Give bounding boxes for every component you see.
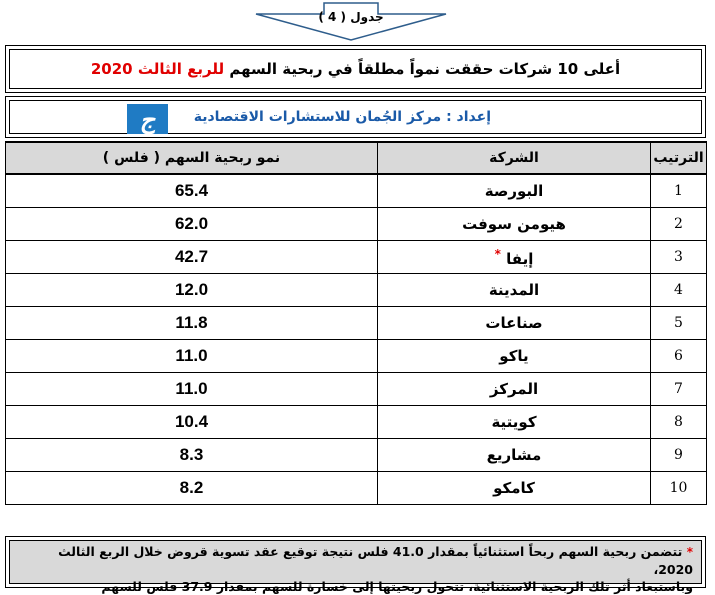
table-label: جدول ( 4 ) <box>318 10 384 24</box>
footnote <box>9 540 702 594</box>
table-row <box>6 406 707 439</box>
growth-cell: 10.4 <box>6 406 378 439</box>
company-cell <box>378 373 651 406</box>
growth-cell: 11.0 <box>6 373 378 406</box>
rank-cell: 7 <box>651 373 707 406</box>
source-box <box>5 96 706 138</box>
footnote-text-1: تتضمن ربحية السهم ربحاً استثنائياً بمقدار 41.0 فلس نتيجة توقيع عقد تسوية قروض خلال الربع الثالث 2020، <box>58 544 693 577</box>
page-title <box>9 49 702 89</box>
source-text: إعداد : مركز الجُمان للاستشارات الاقتصادية <box>9 100 702 134</box>
table-row <box>6 340 707 373</box>
company-name: المدينة <box>488 281 540 299</box>
rank-cell: 10 <box>651 472 707 505</box>
company-name: كويتية <box>491 413 537 431</box>
rank-cell: 1 <box>651 174 707 208</box>
growth-cell: 62.0 <box>6 208 378 241</box>
company-name: البورصة <box>484 182 544 200</box>
title-box <box>5 45 706 93</box>
table-row <box>6 307 707 340</box>
company-name: إيفا <box>506 249 534 268</box>
table-row <box>6 208 707 241</box>
title-main: أعلى 10 شركات حققت نمواً مطلقاً في ربحية السهم <box>229 60 621 78</box>
company-cell <box>378 340 651 373</box>
growth-cell: 11.0 <box>6 340 378 373</box>
growth-cell: 42.7 <box>6 241 378 274</box>
footnote-box <box>5 536 706 594</box>
table-header-row <box>6 142 707 174</box>
aljuman-logo <box>127 104 168 134</box>
table-row <box>6 174 707 208</box>
rank-cell: 6 <box>651 340 707 373</box>
table-row <box>6 373 707 406</box>
logo-glyph: ج <box>139 104 156 134</box>
company-cell <box>378 274 651 307</box>
company-cell <box>378 241 651 274</box>
company-cell <box>378 472 651 505</box>
rank-cell: 4 <box>651 274 707 307</box>
table-label-arrow <box>254 2 448 42</box>
growth-cell: 65.4 <box>6 174 378 208</box>
company-cell <box>378 439 651 472</box>
company-name: المركز <box>489 380 539 398</box>
footnote-marker: * <box>494 246 501 261</box>
title-highlight: للربع الثالث 2020 <box>90 60 225 78</box>
column-header-rank: الترتيب <box>651 142 707 174</box>
company-name: كامكو <box>493 479 535 497</box>
table-row <box>6 241 707 274</box>
rank-cell: 2 <box>651 208 707 241</box>
growth-cell: 12.0 <box>6 274 378 307</box>
footnote-line-1 <box>16 543 693 578</box>
rank-cell: 3 <box>651 241 707 274</box>
column-header-company: الشركة <box>378 142 651 174</box>
company-cell <box>378 406 651 439</box>
growth-cell: 8.2 <box>6 472 378 505</box>
footnote-marker: * <box>686 545 693 559</box>
rank-cell: 9 <box>651 439 707 472</box>
ranking-table <box>5 141 707 505</box>
company-name: هيومن سوفت <box>462 215 566 233</box>
company-cell <box>378 174 651 208</box>
table-row <box>6 439 707 472</box>
growth-cell: 11.8 <box>6 307 378 340</box>
rank-cell: 8 <box>651 406 707 439</box>
company-cell <box>378 208 651 241</box>
table-row <box>6 274 707 307</box>
footnote-line-2: وباستبعاد أثر تلك الربحية الاستثنائية، تتحول ربحيتها إلى خسارة للسهم بمقدار 37.9 فلس للسهم <box>101 579 693 594</box>
rank-cell: 5 <box>651 307 707 340</box>
column-header-growth: نمو ربحية السهم ( فلس ) <box>6 142 378 174</box>
company-name: صناعات <box>485 314 543 332</box>
company-name: ياكو <box>499 347 529 365</box>
company-name: مشاريع <box>486 446 542 464</box>
growth-cell: 8.3 <box>6 439 378 472</box>
company-cell <box>378 307 651 340</box>
table-row <box>6 472 707 505</box>
